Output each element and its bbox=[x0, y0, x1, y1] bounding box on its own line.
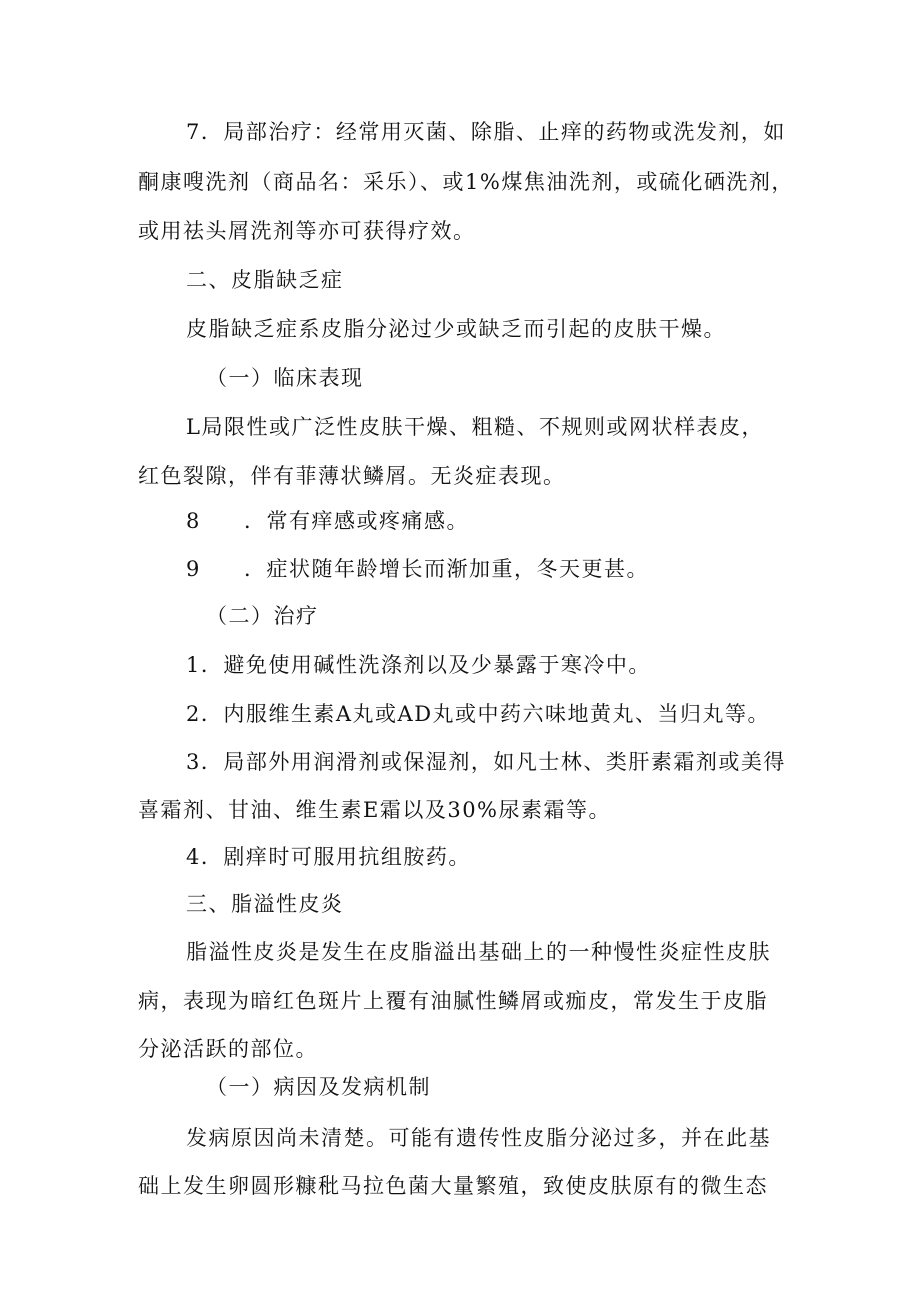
subsection-heading: （一）病因及发病机制 bbox=[206, 1075, 431, 1099]
section-heading: 二、皮脂缺乏症 bbox=[186, 268, 344, 292]
list-item bbox=[186, 506, 469, 536]
list-item-line: L局限性或广泛性皮肤干燥、粗糙、不规则或网状样表皮， bbox=[186, 415, 764, 439]
list-item-line: 4．剧痒时可服用抗组胺药。 bbox=[186, 845, 471, 869]
paragraph-line: 酮康嗖洗剂（商品名：采乐）、或1%煤焦油洗剂，或硫化硒洗剂， bbox=[138, 170, 794, 194]
list-item bbox=[186, 554, 649, 584]
list-item-text: ．症状随年龄增长而渐加重，冬天更甚。 bbox=[244, 557, 649, 581]
paragraph-line: 分泌活跃的部位。 bbox=[138, 1037, 318, 1061]
paragraph-line: 7．局部治疗：经常用灭菌、除脂、止痒的药物或洗发剂，如 bbox=[186, 120, 786, 144]
paragraph-line: 脂溢性皮炎是发生在皮脂溢出基础上的一种慢性炎症性皮肤 bbox=[186, 940, 771, 964]
list-item-text: ．常有痒感或疼痛感。 bbox=[244, 509, 469, 533]
section-heading: 三、脂溢性皮炎 bbox=[186, 892, 344, 916]
paragraph-line: 病，表现为暗红色斑片上覆有油腻性鳞屑或痂皮，常发生于皮脂 bbox=[138, 989, 768, 1013]
list-item-line: 红色裂隙，伴有菲薄状鳞屑。无炎症表现。 bbox=[138, 464, 566, 488]
paragraph-line: 或用祛头屑洗剂等亦可获得疗效。 bbox=[138, 219, 476, 243]
subsection-heading: （一）临床表现 bbox=[206, 366, 364, 390]
paragraph-line: 发病原因尚未清楚。可能有遗传性皮脂分泌过多，并在此基 bbox=[186, 1126, 771, 1150]
list-item-line: 2．内服维生素A丸或AD丸或中药六味地黄丸、当归丸等。 bbox=[186, 702, 771, 726]
list-number: 9 bbox=[186, 557, 201, 581]
list-item-line: 喜霜剂、甘油、维生素E霜以及30%尿素霜等。 bbox=[138, 798, 612, 822]
list-number: 8 bbox=[186, 509, 201, 533]
list-item-line: 3．局部外用润滑剂或保湿剂，如凡士林、类肝素霜剂或美得 bbox=[186, 750, 786, 774]
list-item-line: 1．避免使用碱性洗涤剂以及少暴露于寒冷中。 bbox=[186, 653, 651, 677]
subsection-heading: （二）治疗 bbox=[206, 604, 319, 628]
paragraph-line: 皮脂缺乏症系皮脂分泌过少或缺乏而引起的皮肤干燥。 bbox=[186, 317, 726, 341]
paragraph-line: 础上发生卵圆形糠秕马拉色菌大量繁殖，致使皮肤原有的微生态 bbox=[138, 1174, 768, 1198]
